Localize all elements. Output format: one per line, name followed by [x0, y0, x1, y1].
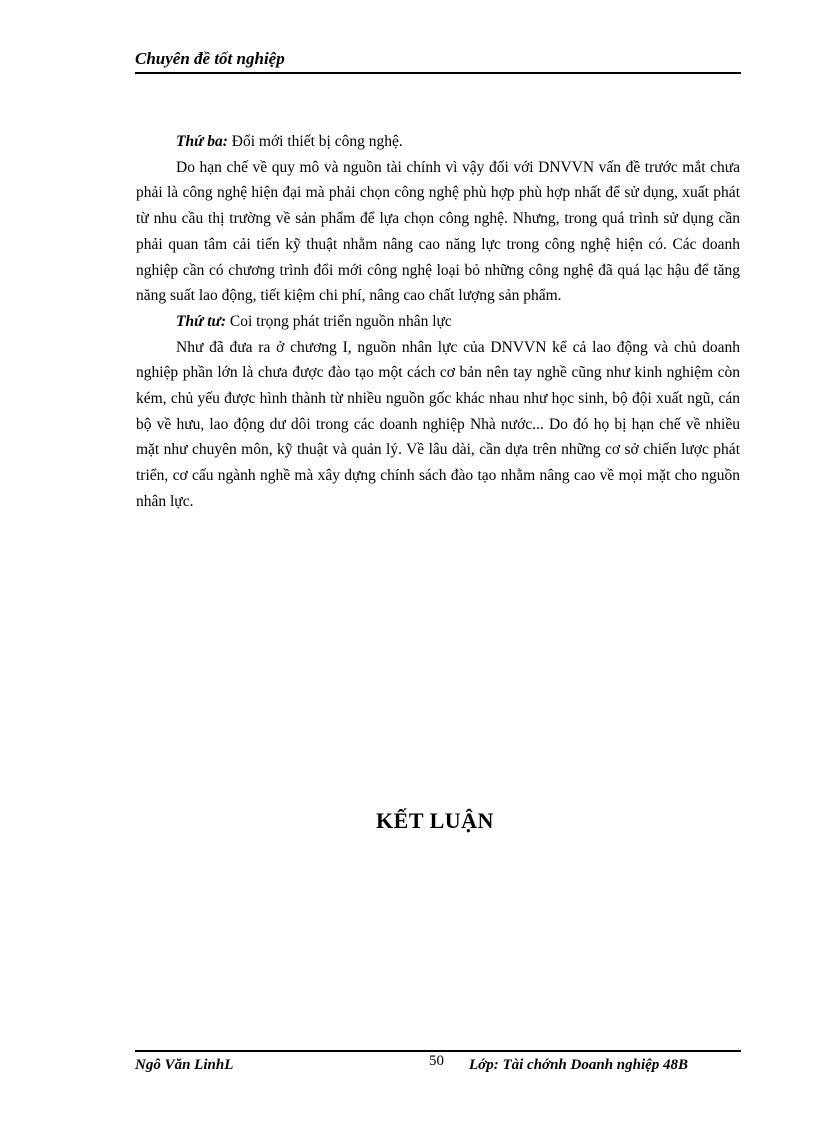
page-footer: [135, 1050, 741, 1074]
footer-class-label: Lớp: Tài chớnh Doanh nghiệp 48B: [469, 1057, 689, 1073]
paragraph-thu-ba: [136, 129, 740, 155]
paragraph-thu-tu: [136, 309, 740, 335]
conclusion-heading: KẾT LUẬN: [376, 808, 494, 833]
document-body: [136, 129, 740, 515]
paragraph-human-resources: Như đã đưa ra ở chương I, nguồn nhân lực của DNVVN kể cả lao động và chủ doanh nghiệp phần lớn là chưa được đào tạo một cách cơ bản nên tay nghề cũng như kinh nghiệm còn kém, chủ yếu được hình thành từ nhiều nguồn gốc khác nhau như học sinh, bộ đội xuất ngũ, cán bộ về hưu, lao động dư dôi trong các doanh nghiệp Nhà nước... Do đó họ bị hạn chế về nhiều mặt như chuyên môn, kỹ thuật và quản lý. Về lâu dài, cần dựa trên những cơ sở chiến lược phát triển, cơ cấu ngành nghề mà xây dựng chính sách đào tạo nhằm nâng cao về mọi mặt cho nguồn nhân lực.: [136, 338, 740, 510]
paragraph-text: Coi trọng phát triển nguồn nhân lực: [226, 312, 452, 330]
page-header: [135, 48, 741, 74]
footer-author: Ngô Văn LinhL: [135, 1057, 234, 1073]
paragraph-lead-label: Thứ tư:: [176, 312, 227, 330]
page-number: 50: [429, 1053, 444, 1069]
paragraph-technology: Do hạn chế về quy mô và nguồn tài chính vì vậy đối với DNVVN vấn đề trước mắt chưa phải là công nghệ hiện đại mà phải chọn công nghệ phù hợp phù hợp nhất để sử dụng, xuất phát từ nhu cầu thị trường về sản phẩm để lựa chọn công nghệ. Nhưng, trong quá trình sử dụng cần phải quan tâm cải tiến kỹ thuật nhằm nâng cao năng lực trong công nghệ hiện có. Các doanh nghiệp cần có chương trình đổi mới công nghệ loại bỏ những công nghệ đã quá lạc hậu để tăng năng suất lao động, tiết kiệm chi phí, nâng cao chất lượng sản phẩm.: [136, 158, 740, 305]
paragraph-lead-label: Thứ ba:: [176, 133, 228, 150]
paragraph-text: Đổi mới thiết bị công nghệ.: [227, 133, 403, 150]
header-title: Chuyên đề tốt nghiệp: [135, 49, 285, 68]
